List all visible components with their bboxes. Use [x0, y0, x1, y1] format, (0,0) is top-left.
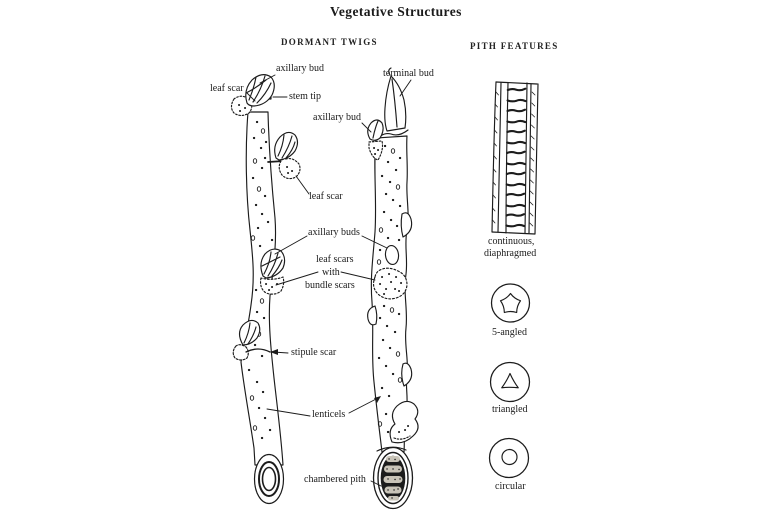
star-5-shape — [501, 294, 521, 313]
label-leaf-scars: leaf scars — [316, 254, 354, 265]
leaf-scar-patch-upper — [279, 159, 300, 179]
caption-5-angled: 5-angled — [492, 327, 527, 338]
label-bundle-scars: bundle scars — [305, 280, 355, 291]
circle-shape — [502, 450, 517, 465]
pith-cross-section-circular — [490, 439, 529, 478]
right-twig-bump-2 — [402, 363, 412, 386]
caption-triangled: triangled — [492, 404, 528, 415]
right-twig-drawing — [368, 68, 418, 509]
left-twig-drawing — [232, 75, 301, 504]
chambered-pith-base — [374, 447, 413, 508]
label-stem-tip: stem tip — [289, 91, 321, 102]
right-twig-bump-1 — [401, 213, 411, 237]
pith-longitudinal-section — [492, 82, 538, 234]
left-twig-base-rings — [255, 455, 284, 504]
pith-cross-section-triangled — [491, 363, 530, 402]
leaf-scar-bundle-left — [261, 277, 284, 294]
left-twig-middle-bud — [261, 249, 285, 294]
label-leaf-scar-1: leaf scar — [210, 83, 244, 94]
leaf-scar-bundle-right — [374, 268, 407, 299]
right-twig-bump-left — [368, 306, 377, 325]
heading-pith-features: PITH FEATURES — [470, 41, 559, 51]
label-axillary-buds: axillary buds — [308, 227, 360, 238]
pith-diaphragms — [506, 89, 525, 227]
label-lenticels: lenticels — [312, 409, 346, 420]
page-title: Vegetative Structures — [330, 4, 462, 19]
label-axillary-bud-2: axillary bud — [313, 112, 362, 123]
caption-continuous: continuous, — [488, 236, 535, 247]
left-twig-terminal-area — [232, 75, 275, 116]
label-axillary-bud-1: axillary bud — [276, 63, 325, 74]
label-leaf-scar-2: leaf scar — [309, 191, 343, 202]
label-chambered-pith: chambered pith — [304, 474, 366, 485]
caption-circular: circular — [495, 481, 526, 492]
label-stipule-scar: stipule scar — [291, 347, 337, 358]
label-terminal-bud: terminal bud — [383, 68, 434, 79]
pith-cross-section-5-angled — [492, 284, 530, 322]
heading-dormant-twigs: DORMANT TWIGS — [281, 37, 378, 47]
left-twig-upper-bud — [268, 132, 300, 178]
triangle-3-shape — [502, 374, 518, 388]
caption-diaphragmed: diaphragmed — [484, 248, 537, 259]
label-with: with — [322, 267, 340, 278]
